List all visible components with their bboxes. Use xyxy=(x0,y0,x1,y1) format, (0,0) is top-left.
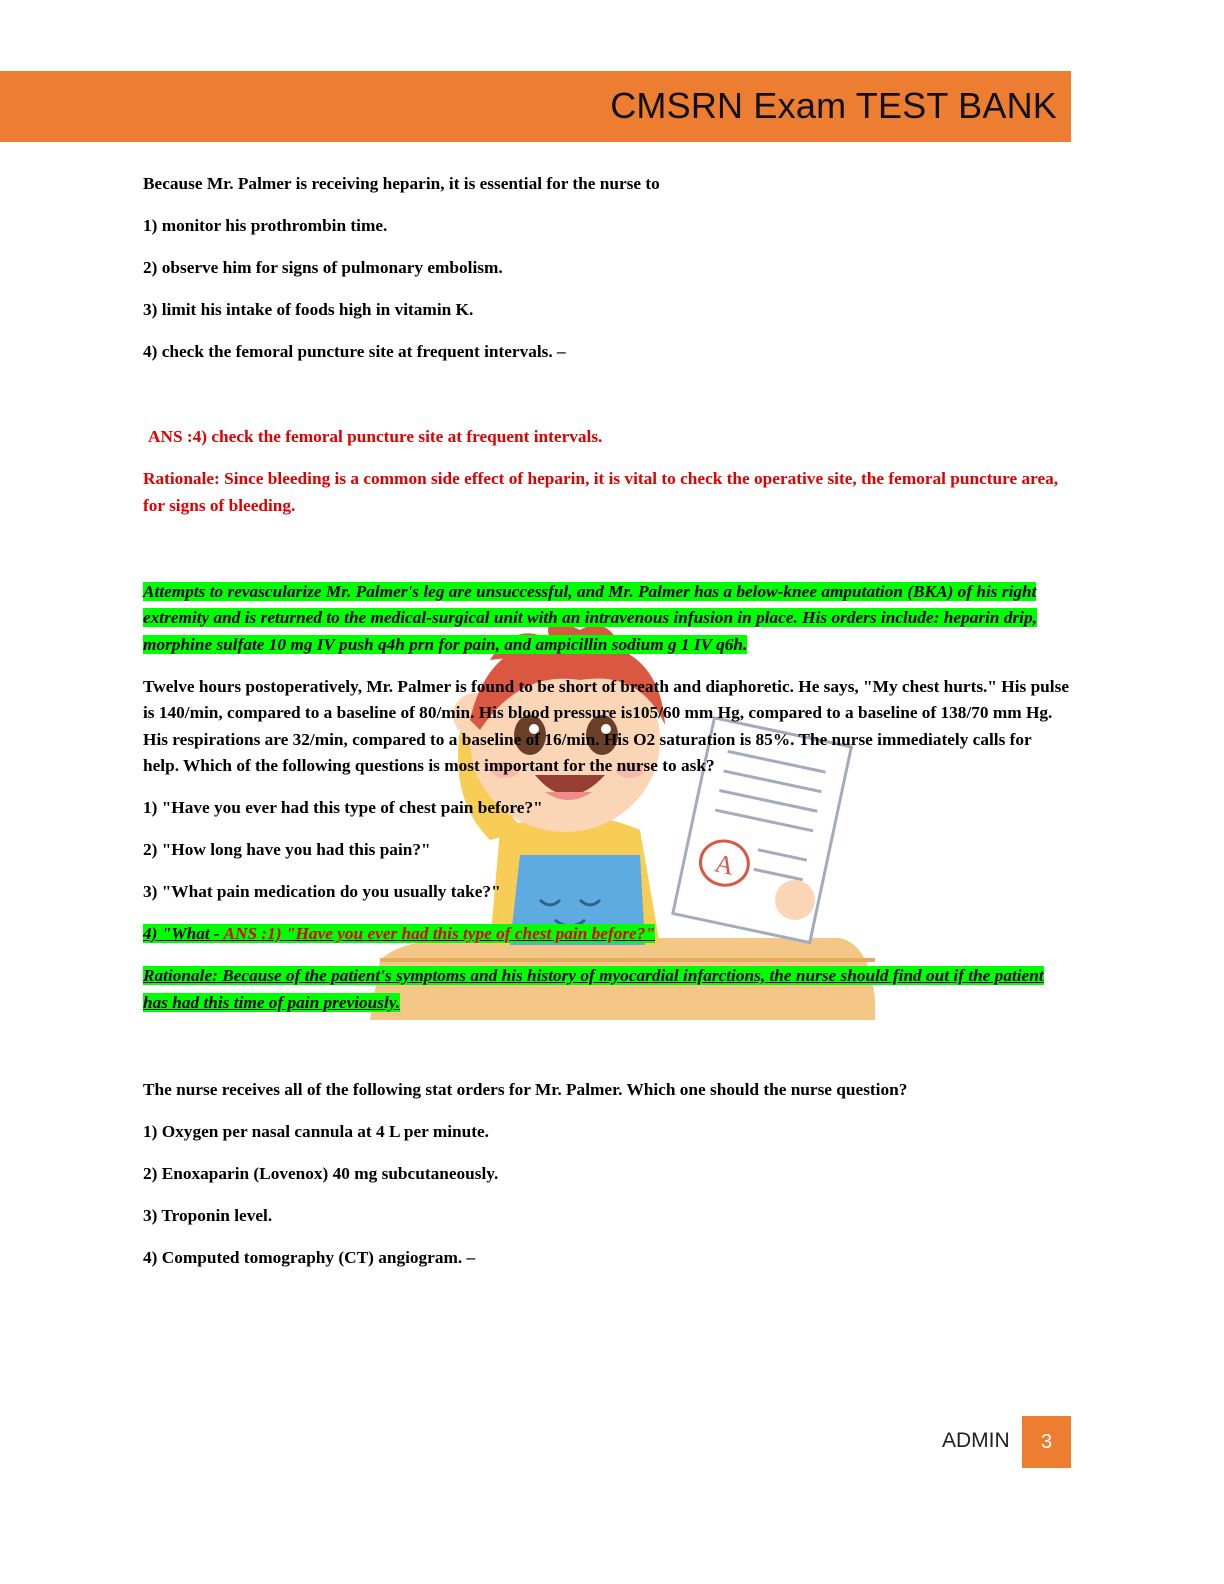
highlighted-scenario: Attempts to revascularize Mr. Palmer's leg are unsuccessful, and Mr. Palmer has a below-knee amputation (BKA) of his right extremity and is returned to the medical-surgical unit with an intravenous infusion in place. His orders include: heparin drip, morphine sulfate 10 mg IV push q4h prn for pain, and ampicillin sodium g 1 IV q6h. xyxy=(143,581,1037,654)
spacer xyxy=(143,535,1071,579)
option-item: 1) "Have you ever had this type of chest pain before?" xyxy=(143,798,543,817)
footer-author: ADMIN xyxy=(942,1429,1010,1452)
option-item: 2) Enoxaparin (Lovenox) 40 mg subcutaneously. xyxy=(143,1163,499,1183)
option-item: 3) "What pain medication do you usually take?" xyxy=(143,882,501,901)
option-item: 1) Oxygen per nasal cannula at 4 L per minute. xyxy=(143,1121,489,1141)
question-stem: Twelve hours postoperatively, Mr. Palmer is found to be short of breath and diaphoretic. He says, "My chest hurts." His pulse is 140/min, compared to a baseline of 80/min. His blood pressure is105/60 mm Hg, compared to a baseline of 138/70 mm Hg. His respirations are 32/min, compared to a baseline of 16/min. His O2 saturation is 85%. The nurse immediately calls for help. Which of the following questions is most important for the nurse to ask? xyxy=(143,676,1069,775)
page-number: 3 xyxy=(1022,1416,1071,1468)
answer-text: ANS :4) check the femoral puncture site at frequent intervals. xyxy=(148,427,603,446)
answer-text: ANS :1) "Have you ever had this type of chest pain before?" xyxy=(223,924,655,943)
rationale-text: Rationale: Since bleeding is a common side effect of heparin, it is vital to check the operative site, the femoral puncture area, for signs of bleeding. xyxy=(143,469,1059,515)
header-band xyxy=(0,71,1071,142)
spacer xyxy=(143,1032,1071,1077)
highlighted-rationale: Rationale: Because of the patient's symptoms and his history of myocardial infarctions, the nurse should find out if the patient has had this time of pain previously. xyxy=(143,966,1044,1012)
option-4-prefix: 4) "What - xyxy=(143,924,224,943)
option-item: 2) "How long have you had this pain?" xyxy=(143,840,431,859)
question-stem: The nurse receives all of the following stat orders for Mr. Palmer. Which one should the nurse question? xyxy=(143,1079,908,1099)
page-content xyxy=(143,171,1071,1287)
option-item: 4) check the femoral puncture site at frequent intervals. – xyxy=(143,342,566,361)
option-item: 3) limit his intake of foods high in vitamin K. xyxy=(143,300,474,319)
question-stem: Because Mr. Palmer is receiving heparin, it is essential for the nurse to xyxy=(143,174,660,193)
option-item: 2) observe him for signs of pulmonary embolism. xyxy=(143,258,503,277)
option-with-answer xyxy=(143,921,1071,948)
option-item: 4) Computed tomography (CT) angiogram. – xyxy=(143,1247,476,1267)
option-item: 3) Troponin level. xyxy=(143,1205,273,1225)
option-item: 1) monitor his prothrombin time. xyxy=(143,216,388,235)
rationale-text xyxy=(143,963,1071,1016)
spacer xyxy=(143,381,1071,424)
scenario-text xyxy=(143,579,1071,659)
grade-mark: A xyxy=(712,848,737,881)
document-title: CMSRN Exam TEST BANK xyxy=(610,85,1057,126)
